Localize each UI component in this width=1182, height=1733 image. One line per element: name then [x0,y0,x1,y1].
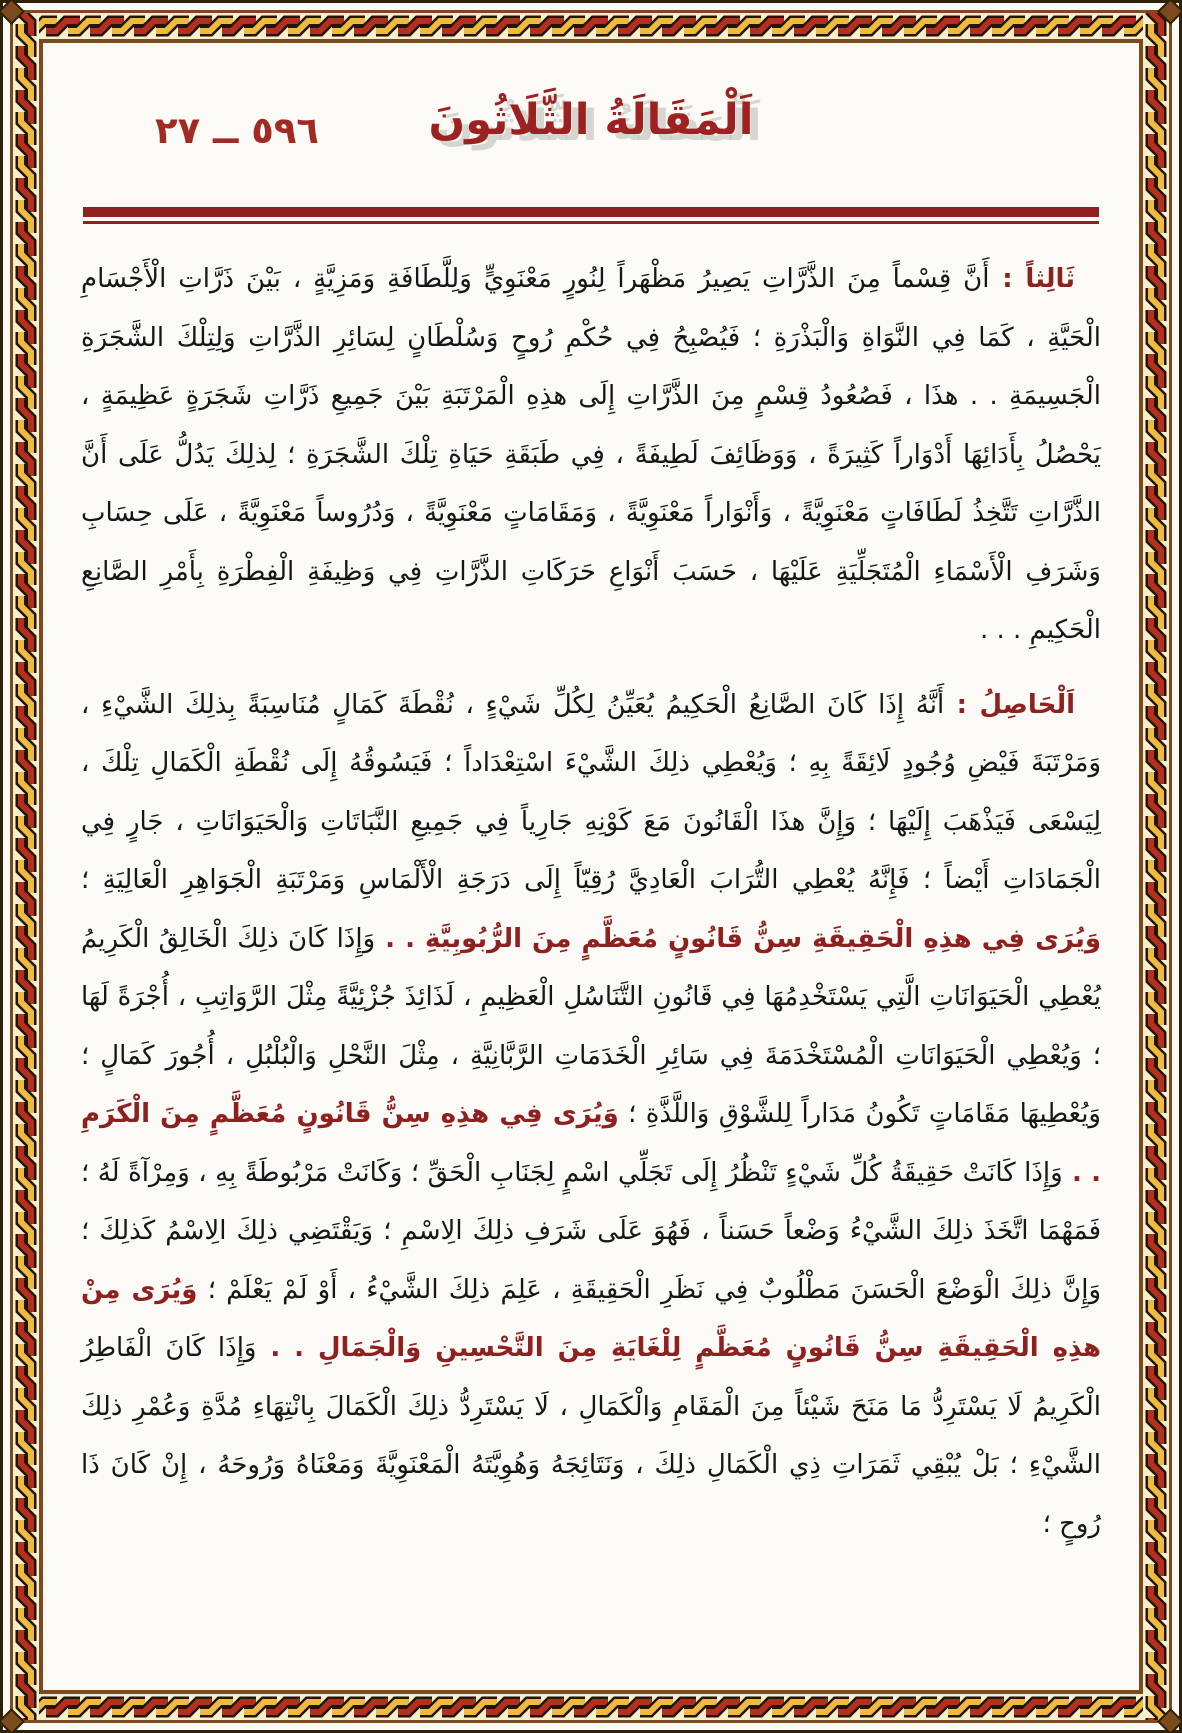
text-segment: أَنَّهُ إِذَا كَانَ الصَّانِعُ الْحَكِيمُ يُعَيِّنُ لِكُلِّ شَيْءٍ ، نُقْطَةَ كَمَالٍ مُنَاسِبَةً بِذلِكَ الشَّيْءِ ، وَمَرْتَبَةَ فَيْضِ وُجُودٍ لَائِقَةً بِهِ ؛ وَيُعْطِي ذلِكَ الشَّيْءَ اسْتِعْدَاداً ؛ فَيَسُوقُهُ إِلَى نُقْطَةِ الْكَمَالِ تِلْكَ ، لِيَسْعَى فَيَذْهَبَ إِلَيْهَا ؛ وَإِنَّ هذَا الْقَانُونَ مَعَ كَوْنِهِ جَارِياً فِي جَمِيعِ النَّبَاتَاتِ وَالْحَيَوَانَاتِ ، جَارٍ فِي الْجَمَادَاتِ أَيْضاً ؛ فَإِنَّهُ يُعْطِي التُّرَابَ الْعَادِيَّ رُقِيّاً إِلَى دَرَجَةِ الْأَلْمَاسِ وَمَرْتَبَةِ الْجَوَاهِرِ الْعَالِيَةِ ؛ [81,689,1101,895]
page-number: ٥٩٦ ــ ٢٧ [155,109,319,152]
page-title: اَلْمَقَالَةُ الثَّلَاثُونَ [428,95,754,145]
text-segment-lead: اَلْحَاصِلُ : [944,689,1075,720]
page-header [73,61,1109,193]
chain-border-left-icon [13,13,39,1720]
text-segment: وَإِذَا كَانَ ذلِكَ الْخَالِقُ الْكَرِيمُ يُعْطِي الْحَيَوَانَاتِ الَّتِي يَسْتَخْدِمُهَا فِي قَانُونِ التَّنَاسُلِ الْعَظِيمِ ، لَذَائِذَ جُزْئِيَّةً مِثْلَ الرَّوَاتِبِ ، أُجْرَةً لَهَا ؛ وَيُعْطِي الْحَيَوَانَاتِ الْمُسْتَخْدَمَةَ فِي سَائِرِ الْخَدَمَاتِ الرَّبَّانِيَّةِ ، مِثْلَ النَّحْلِ وَالْبُلْبُلِ ، أُجُورَ كَمَالٍ ؛ وَيُعْطِيهَا مَقَامَاتٍ تَكُونُ مَدَاراً لِلشَّوْقِ وَاللَّذَّةِ ؛ [81,923,1101,1129]
paragraph [81,250,1101,660]
body-text [73,224,1109,1553]
page-content [43,43,1139,1690]
ornamental-border-frame [10,10,1172,1723]
chain-border-right-icon [1143,13,1169,1720]
text-segment: وَإِذَا كَانَتْ حَقِيقَةُ كُلِّ شَيْءٍ تَنْظُرُ إِلَى تَجَلِّي اسْمٍ لِجَنَابِ الْحَقِّ ؛ وَكَانَتْ مَرْبُوطَةً بِهِ ، وَمِرْآةً لَهُ ؛ فَمَهْمَا اتَّخَذَ ذلِكَ الشَّيْءُ وَضْعاً حَسَناً ، فَهُوَ عَلَى شَرَفِ ذلِكَ الِاسْمِ ؛ وَيَقْتَضِي ذلِكَ الِاسْمُ كَذلِكَ ؛ وَإِنَّ ذلِكَ الْوَضْعَ الْحَسَنَ مَطْلُوبٌ فِي نَظَرِ الْحَقِيقَةِ ، عَلِمَ ذلِكَ الشَّيْءُ ، أَوْ لَمْ يَعْلَمْ ؛ [81,1157,1101,1305]
text-segment: أَنَّ قِسْماً مِنَ الذَّرَّاتِ يَصِيرُ مَظْهَراً لِنُورٍ مَعْنَوِيٍّ وَلِلَّطَافَةِ وَمَزِيَّةٍ ، بَيْنَ ذَرَّاتِ الْأَجْسَامِ الْحَيَّةِ ، كَمَا فِي النَّوَاةِ وَالْبَذْرَةِ ؛ فَيُصْبِحُ فِي حُكْمِ رُوحٍ وَسُلْطَانٍ لِسَائِرِ الذَّرَّاتِ وَلِتِلْكَ الشَّجَرَةِ الْجَسِيمَةِ . . هذَا ، فَصُعُودُ قِسْمٍ مِنَ الذَّرَّاتِ إِلَى هذِهِ الْمَرْتَبَةِ بَيْنَ جَمِيعِ ذَرَّاتِ شَجَرَةٍ عَظِيمَةٍ ، يَحْصُلُ بِأَدَائِهَا أَدْوَاراً كَثِيرَةً ، وَوَظَائِفَ لَطِيفَةً ، فِي طَبَقَةِ حَيَاةِ تِلْكَ الشَّجَرَةِ ؛ لِذلِكَ يَدُلُّ عَلَى أَنَّ الذَّرَّاتِ تَتَّخِذُ لَطَافَاتٍ مَعْنَوِيَّةً ، وَأَنْوَاراً مَعْنَوِيَّةً ، وَمَقَامَاتٍ مَعْنَوِيَّةً ، وَدُرُوساً مَعْنَوِيَّةً ، عَلَى حِسَابِ وَشَرَفِ الْأَسْمَاءِ الْمُتَجَلِّيَةِ عَلَيْهَا ، حَسَبَ أَنْوَاعِ حَرَكَاتِ الذَّرَّاتِ فِي وَظِيفَةِ الْفِطْرَةِ بِأَمْرِ الصَّانِعِ الْحَكِيمِ . . . [81,264,1101,645]
double-rule-divider [83,207,1099,224]
text-segment-emphasis: وَيُرَى مِنْ هذِهِ الْحَقِيقَةِ سِنُّ قَانُونٍ مُعَظَّمٍ لِلْغَايَةِ مِنَ التَّحْسِينِ وَالْجَمَالِ . . [81,1274,1101,1363]
text-segment: وَإِذَا كَانَ الْفَاطِرُ الْكَرِيمُ لَا يَسْتَرِدُّ مَا مَنَحَ شَيْئاً مِنَ الْمَقَامِ وَالْكَمَالِ ، لَا يَسْتَرِدُّ ذلِكَ الْكَمَالَ بِانْتِهَاءِ مُدَّةِ وَعُمْرِ ذلِكَ الشَّيْءِ ؛ بَلْ يُبْقِي ثَمَرَاتِ ذِي الْكَمَالِ ذلِكَ ، وَنَتَائِجَهُ وَهُوِيَّتَهُ الْمَعْنَوِيَّةَ وَمَعْنَاهُ وَرُوحَهُ ، إِنْ كَانَ ذَا رُوحٍ ؛ [81,1333,1101,1539]
text-segment-emphasis: وَيُرَى فِي هذِهِ سِنُّ قَانُونٍ مُعَظَّمٍ مِنَ الْكَرَمِ . . [81,1099,1101,1188]
text-segment-lead: ثَالِثاً : [989,264,1075,294]
inner-border-frame [39,39,1143,1694]
text-segment-emphasis: وَيُرَى فِي هذِهِ الْحَقِيقَةِ سِنُّ قَانُونٍ مُعَظَّمٍ مِنَ الرُّبُوبِيَّةِ . . [375,923,1101,954]
paragraph [81,676,1101,1554]
chain-border-bottom-icon [13,1694,1169,1720]
chain-border-top-icon [13,13,1169,39]
